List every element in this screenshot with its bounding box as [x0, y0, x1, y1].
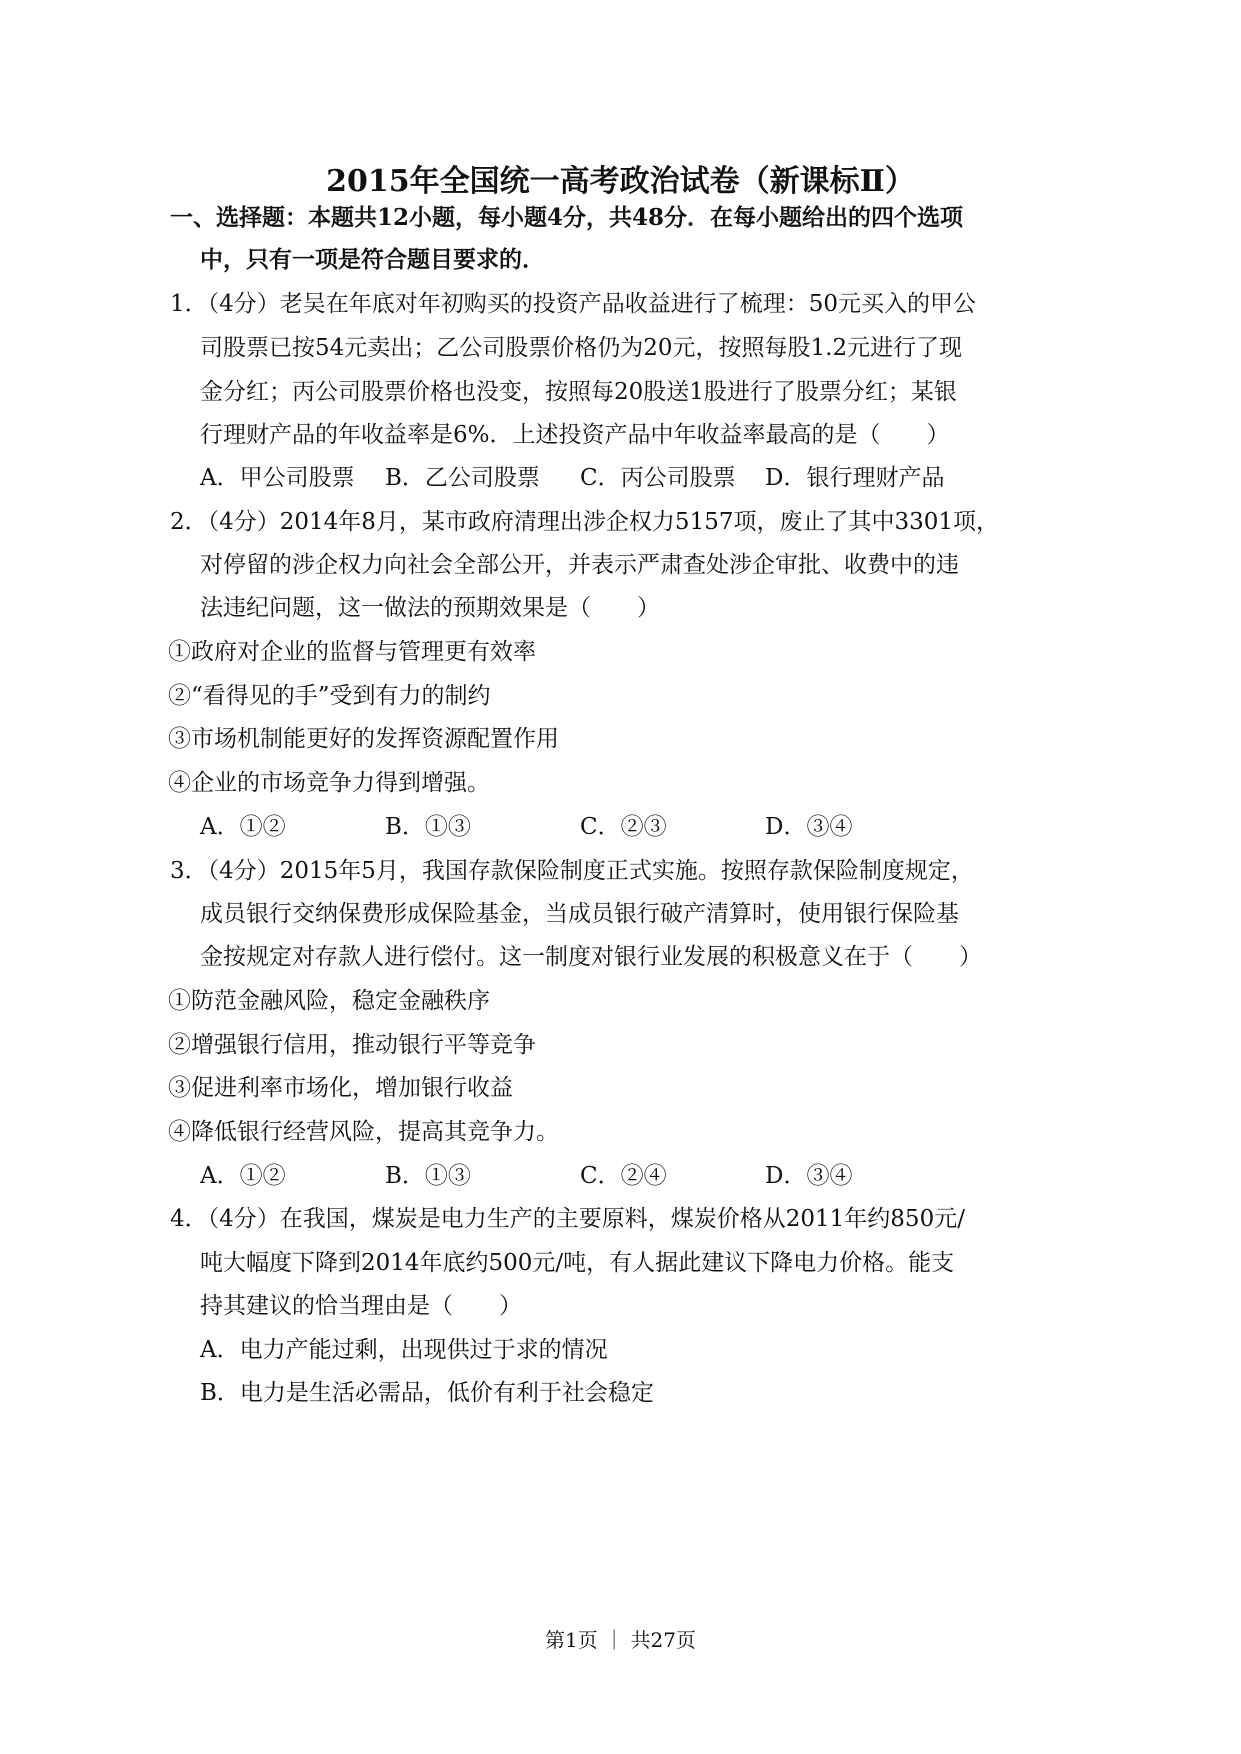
- question-3-stem-line: 成员银行交纳保费形成保险基金，当成员银行破产清算时，使用银行保险基: [200, 901, 959, 927]
- question-4-option-a: A．电力产能过剩，出现供过于求的情况: [200, 1337, 608, 1363]
- question-3-item: ③促进利率市场化，增加银行收益: [168, 1075, 513, 1101]
- question-4-option-b: B．电力是生活必需品，低价有利于社会稳定: [200, 1380, 654, 1406]
- question-3-option-a: A．①②: [200, 1163, 286, 1189]
- question-3-item: ①防范金融风险，稳定金融秩序: [168, 988, 490, 1014]
- question-3-option-d: D．③④: [765, 1163, 853, 1189]
- question-3-option-c: C．②④: [580, 1163, 667, 1189]
- question-4-stem-line: 4．（4分）在我国，煤炭是电力生产的主要原料，煤炭价格从2011年约850元/: [170, 1206, 965, 1232]
- question-1-stem-line: 金分红；丙公司股票价格也没变，按照每20股送1股进行了股票分红；某银: [200, 379, 957, 405]
- question-2-stem-line: 2．（4分）2014年8月，某市政府清理出涉企权力5157项，废止了其中3301项，: [170, 509, 999, 535]
- section-heading-line-1: 一、选择题：本题共12小题，每小题4分，共48分．在每小题给出的四个选项: [170, 204, 964, 231]
- question-3-stem-line: 3．（4分）2015年5月，我国存款保险制度正式实施。按照存款保险制度规定，: [170, 858, 974, 884]
- question-1-stem-line: 行理财产品的年收益率是6%．上述投资产品中年收益率最高的是（ ）: [200, 422, 950, 448]
- page-title: 2015年全国统一高考政治试卷（新课标Ⅱ）: [326, 164, 915, 199]
- question-1-option-c: C．丙公司股票: [580, 465, 736, 491]
- question-2-stem-line: 法违纪问题，这一做法的预期效果是（ ）: [200, 595, 660, 621]
- question-3-stem-line: 金按规定对存款人进行偿付。这一制度对银行业发展的积极意义在于（ ）: [200, 944, 982, 970]
- question-3-option-b: B．①③: [385, 1163, 471, 1189]
- question-2-item: ②“看得见的手”受到有力的制约: [168, 683, 491, 709]
- question-2-option-c: C．②③: [580, 814, 667, 840]
- question-4-stem-line: 持其建议的恰当理由是（ ）: [200, 1293, 522, 1319]
- question-2-item: ③市场机制能更好的发挥资源配置作用: [168, 726, 559, 752]
- question-2-item: ①政府对企业的监督与管理更有效率: [168, 639, 536, 665]
- question-2-item: ④企业的市场竞争力得到增强。: [168, 770, 490, 796]
- question-1-option-b: B．乙公司股票: [385, 465, 540, 491]
- question-1-stem-line: 司股票已按54元卖出；乙公司股票价格仍为20元，按照每股1.2元进行了现: [200, 335, 963, 361]
- question-2-stem-line: 对停留的涉企权力向社会全部公开，并表示严肃查处涉企审批、收费中的违: [200, 552, 959, 578]
- question-3-item: ②增强银行信用，推动银行平等竞争: [168, 1032, 536, 1058]
- question-2-option-d: D．③④: [765, 814, 853, 840]
- question-2-option-a: A．①②: [200, 814, 286, 840]
- section-heading-line-2: 中，只有一项是符合题目要求的．: [200, 246, 545, 273]
- question-4-stem-line: 吨大幅度下降到2014年底约500元/吨，有人据此建议下降电力价格。能支: [200, 1250, 955, 1276]
- question-3-item: ④降低银行经营风险，提高其竞争力。: [168, 1119, 559, 1145]
- question-1-option-a: A．甲公司股票: [200, 465, 355, 491]
- question-1-option-d: D．银行理财产品: [765, 465, 945, 491]
- page-footer: 第1页 ｜ 共27页: [545, 1628, 696, 1652]
- question-1-stem-line: 1．（4分）老吴在年底对年初购买的投资产品收益进行了梳理：50元买入的甲公: [170, 291, 977, 317]
- question-2-option-b: B．①③: [385, 814, 471, 840]
